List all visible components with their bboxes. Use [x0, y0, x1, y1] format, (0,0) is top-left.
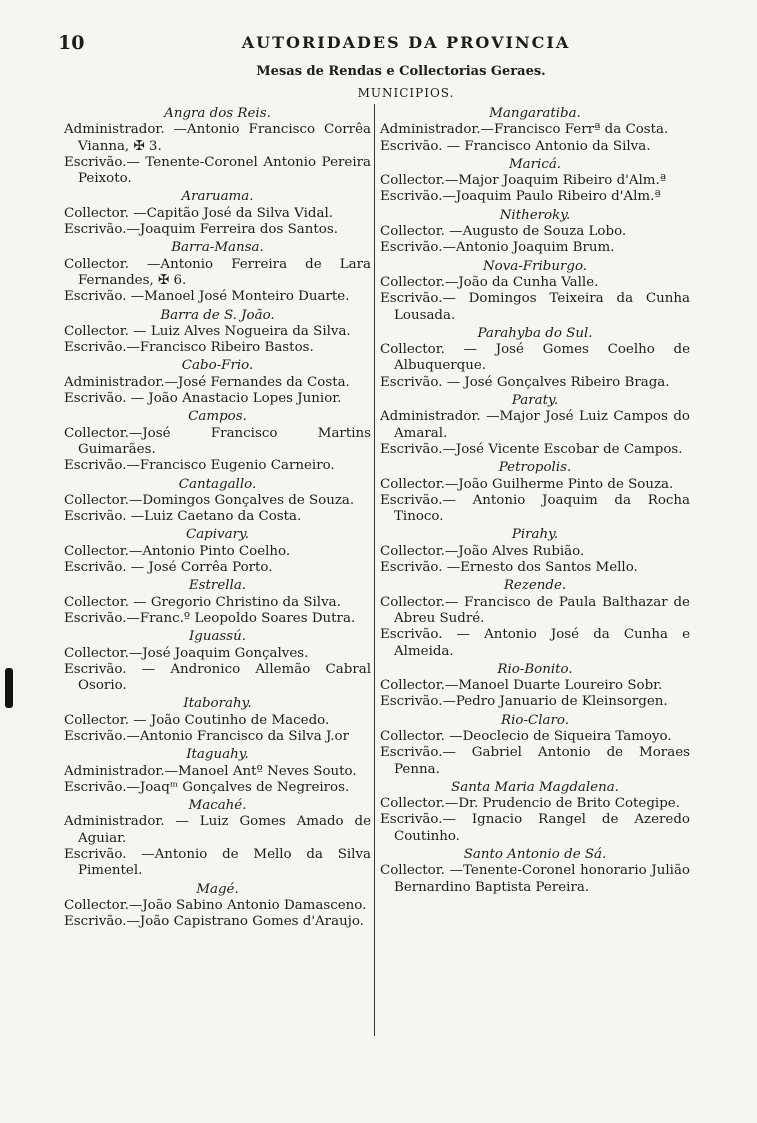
official-entry: Escrivão.— Ignacio Rangel de Azeredo Coutinho.	[380, 812, 690, 844]
place-heading: Mangaratiba.	[489, 106, 581, 121]
official-entry: Escrivão. — Antonio José da Cunha e Almeida.	[380, 627, 690, 659]
official-entry: Collector.—Major Joaquim Ribeiro d'Alm.ª	[380, 173, 667, 189]
official-entry: Escrivão.— Domingos Teixeira da Cunha Lousada.	[380, 291, 690, 323]
place-heading: Angra dos Reis.	[164, 106, 271, 121]
official-entry: Collector.—Antonio Pinto Coelho.	[64, 543, 291, 559]
place-heading: Capivary.	[185, 527, 250, 543]
right-column	[380, 104, 690, 896]
official-entry: Collector. — José Gomes Coelho de Albuquerque.	[380, 342, 690, 374]
place-heading: Petropolis.	[498, 460, 572, 476]
official-entry: Escrivão. —Ernesto dos Santos Mello.	[380, 560, 638, 576]
official-entry: Escrivão.—Antonio Joaquim Brum.	[380, 240, 615, 256]
official-entry: Collector. — Gregorio Christino da Silva.	[64, 594, 341, 610]
column-divider	[374, 104, 375, 1036]
official-entry: Collector.—Domingos Gonçalves de Souza.	[64, 492, 355, 508]
official-entry: Collector. —Deoclecio de Siqueira Tamoyo.	[380, 728, 672, 744]
official-entry: Escrivão.—Pedro Januario de Kleinsorgen.	[380, 694, 668, 710]
place-heading: Santo Antonio de Sá.	[463, 847, 607, 863]
place-heading: Campos.	[188, 409, 247, 425]
place-heading: Parahyba do Sul.	[477, 325, 593, 341]
official-entry: Administrador.—José Fernandes da Costa.	[64, 374, 350, 390]
official-entry: Escrivão.—Joaquim Ferreira dos Santos.	[64, 222, 338, 238]
official-entry: Collector. —Augusto de Souza Lobo.	[380, 224, 627, 240]
official-entry: Escrivão. —Luiz Caetano da Costa.	[64, 509, 302, 525]
official-entry: Collector. —Tenente-Coronel honorario Julião Bernardino Baptista Pereira.	[380, 863, 690, 895]
place-heading: Cabo-Frio.	[181, 358, 254, 374]
official-entry: Administrador. —Major José Luiz Campos do Amaral.	[380, 409, 690, 441]
official-entry: Administrador. — Luiz Gomes Amado de Aguiar.	[64, 814, 371, 846]
official-entry: Collector.—João Sabino Antonio Damasceno.	[64, 897, 367, 913]
place-heading: Santa Maria Magdalena.	[451, 779, 619, 795]
official-entry: Collector.—Manoel Duarte Loureiro Sobr.	[380, 678, 663, 694]
place-heading: Estrella.	[188, 578, 247, 594]
official-entry: Escrivão.—Antonio Francisco da Silva J.or	[64, 728, 349, 744]
official-entry: Escrivão. —Manoel José Monteiro Duarte.	[64, 289, 350, 305]
official-entry: Collector.—João da Cunha Valle.	[380, 274, 599, 290]
official-entry: Escrivão.—Franc.º Leopoldo Soares Dutra.	[64, 610, 356, 626]
place-heading: Barra-Mansa.	[171, 240, 264, 256]
official-entry: Escrivão.—João Capistrano Gomes d'Araujo.	[64, 914, 364, 930]
official-entry: Escrivão. — Francisco Antonio da Silva.	[380, 138, 651, 154]
official-entry: Administrador. —Antonio Francisco Corrêa Vianna, ✠ 3.	[64, 122, 371, 154]
official-entry: Escrivão.—José Vicente Escobar de Campos.	[380, 441, 683, 457]
official-entry: Collector. —Capitão José da Silva Vidal.	[64, 205, 333, 221]
section-title: Mesas de Rendas e Collectorias Geraes.	[256, 64, 546, 79]
official-entry: Escrivão. — João Anastacio Lopes Junior.	[64, 391, 342, 407]
official-entry: Escrivão. — José Corrêa Porto.	[64, 560, 273, 576]
official-entry: Escrivão.—Francisco Ribeiro Bastos.	[64, 340, 314, 356]
section-subtitle: MUNICIPIOS.	[357, 86, 455, 100]
official-entry: Escrivão.— Gabriel Antonio de Moraes Penna.	[380, 745, 690, 777]
official-entry: Escrivão. — Andronico Allemão Cabral Osorio.	[64, 661, 371, 694]
place-heading: Maricá.	[508, 156, 562, 172]
place-heading: Itaguahy.	[186, 747, 249, 763]
official-entry: Escrivão.—Joaqᵐ Gonçalves de Negreiros.	[64, 779, 350, 795]
margin-ink-mark	[5, 668, 13, 708]
official-entry: Escrivão. — José Gonçalves Ribeiro Braga.	[380, 374, 670, 390]
official-entry: Escrivão.—Joaquim Paulo Ribeiro d'Alm.ª	[380, 189, 661, 205]
place-heading: Iguassú.	[188, 629, 247, 645]
official-entry: Collector.—João Alves Rubião.	[380, 543, 585, 559]
place-heading: Barra de S. João.	[160, 307, 275, 323]
official-entry: Administrador.—Francisco Ferrª da Costa.	[380, 122, 669, 138]
place-heading: Itaborahy.	[183, 696, 252, 712]
place-heading: Nova-Friburgo.	[482, 258, 588, 274]
place-heading: Macahé.	[188, 798, 247, 814]
official-entry: Collector. —Antonio Ferreira de Lara Fernandes, ✠ 6.	[64, 256, 371, 288]
official-entry: Escrivão. —Antonio de Mello da Silva Pimentel.	[64, 847, 371, 879]
place-heading: Pirahy.	[511, 527, 559, 543]
official-entry: Escrivão.— Antonio Joaquim da Rocha Tinoco.	[380, 492, 690, 525]
left-column	[64, 104, 371, 931]
official-entry: Collector.—José Francisco Martins Guimarães.	[64, 425, 371, 457]
official-entry: Collector.—José Joaquim Gonçalves.	[64, 645, 309, 661]
place-heading: Cantagallo.	[178, 476, 257, 492]
official-entry: Collector.—João Guilherme Pinto de Souza.	[380, 476, 674, 492]
place-heading: Nitheroky.	[499, 207, 571, 223]
running-head: AUTORIDADES DA PROVINCIA	[241, 33, 571, 52]
place-heading: Rio-Bonito.	[497, 661, 573, 677]
official-entry: Collector.—Dr. Prudencio de Brito Cotegipe.	[380, 796, 680, 812]
page-number: 10	[58, 32, 85, 54]
place-heading: Rezende.	[503, 578, 567, 594]
official-entry: Escrivão.—Francisco Eugenio Carneiro.	[64, 458, 335, 474]
official-entry: Administrador.—Manoel Antº Neves Souto.	[64, 763, 357, 779]
official-entry: Collector. — Luiz Alves Nogueira da Silva.	[64, 323, 351, 339]
official-entry: Collector. — João Coutinho de Macedo.	[64, 712, 330, 728]
official-entry: Escrivão.— Tenente-Coronel Antonio Pereira Peixoto.	[64, 154, 371, 187]
place-heading: Araruama.	[181, 189, 254, 205]
official-entry: Collector.— Francisco de Paula Balthazar de Abreu Sudré.	[380, 594, 690, 626]
place-heading: Magé.	[196, 881, 239, 897]
place-heading: Rio-Claro.	[501, 712, 569, 728]
place-heading: Paraty.	[511, 393, 559, 409]
